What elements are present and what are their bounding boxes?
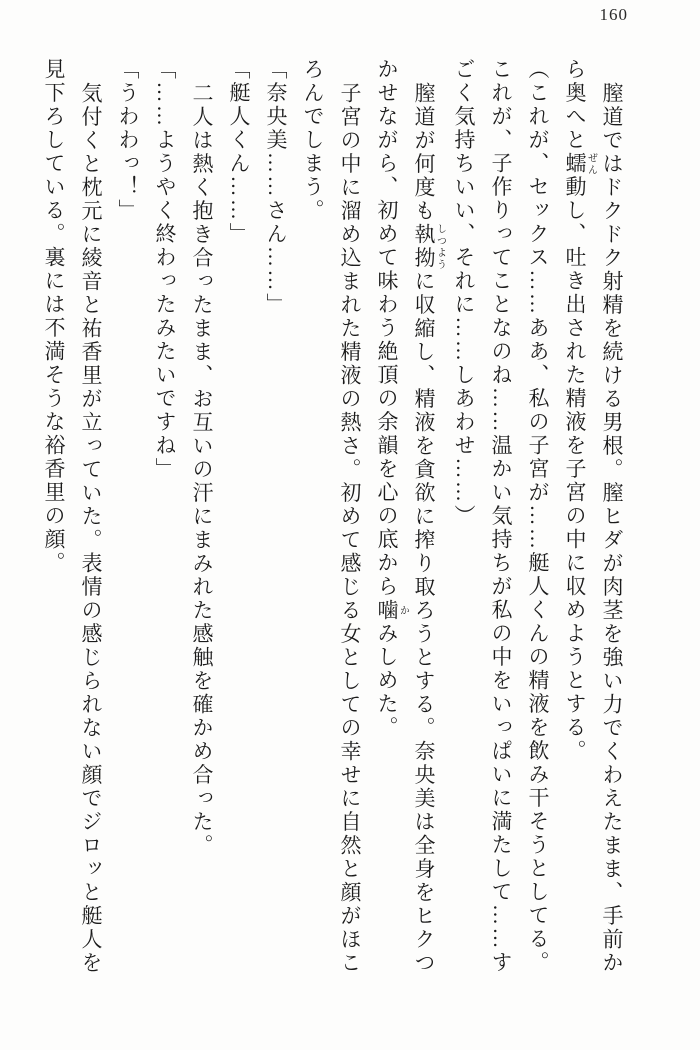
paragraph: 「うわわっ！」 xyxy=(116,58,140,223)
paragraph: 気付くと枕元に綾音と祐香里が立っていた。表情の感じられない顔でジロッと艇人を見下ろしている。裏には不満そうな裕香里の顔。 xyxy=(42,58,103,975)
paragraph: 膣道ではドクドク射精を続ける男根。膣ヒダが肉茎を強い力でくわえたまま、手前から奥へと蠕ぜん動し、吐き出された精液を子宮の中に収めようとする。 xyxy=(563,58,624,975)
paragraph: 二人は熱く抱き合ったまま、お互いの汗にまみれた感触を確かめ合った。 xyxy=(190,81,214,857)
paragraph: 「艇人くん……」 xyxy=(227,58,251,246)
ruby-annotated-word: 蠕ぜん xyxy=(563,152,597,176)
paragraph: 膣道が何度も執拗しつように収縮し、精液を貪欲に搾り取ろうとする。奈央美は全身をヒクつかせながら、初めて味わう絶頂の余韻を心の底から噛かみしめた。 xyxy=(375,58,446,975)
paragraph: 「……ようやく終わったみたいですね」 xyxy=(153,58,177,481)
ruby-annotated-word: 執拗しつよう xyxy=(412,222,446,270)
ruby-annotated-word: 噛か xyxy=(375,598,409,622)
text-block xyxy=(30,58,630,980)
paragraph: （これが、セックス……ああ、私の子宮が……艇人くんの精液を飲み干そうとしてる。これが、子作りってことなのね……温かい気持ちが私の中をいっぱいに満たして……すごく気持ちいい、それに……しあわせ……） xyxy=(452,58,550,975)
page-number: 160 xyxy=(599,5,628,24)
paragraph: 子宮の中に溜め込まれた精液の熱さ。初めて感じる女としての幸せに自然と顔がほころんでしまう。 xyxy=(301,58,362,975)
paragraph: 「奈央美……さん……」 xyxy=(264,58,288,317)
